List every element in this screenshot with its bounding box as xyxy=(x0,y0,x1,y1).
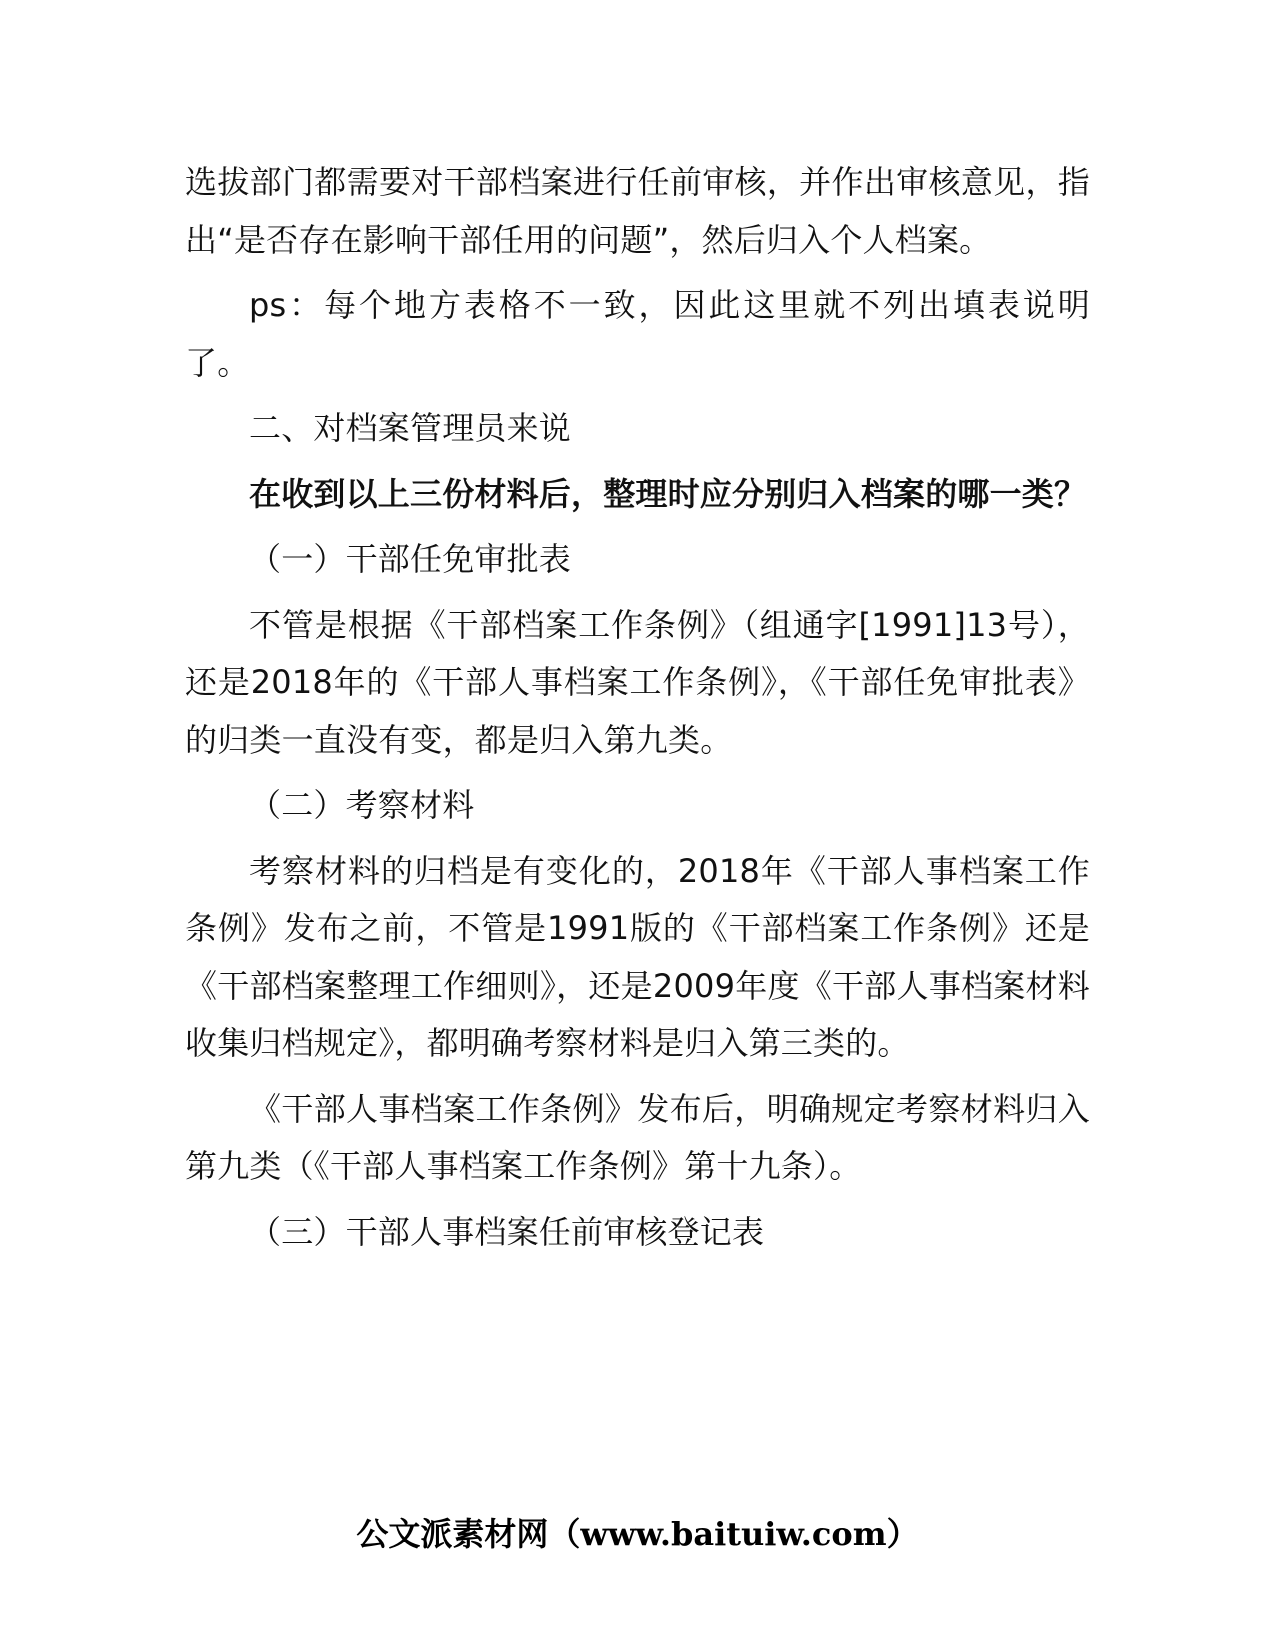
paragraph-inspection-current: 《干部人事档案工作条例》发布后，明确规定考察材料归入第九类（《干部人事档案工作条例》第十九条）。 xyxy=(185,1089,1090,1185)
section-heading-archivist: 二、对档案管理员来说 xyxy=(249,409,572,447)
footer-watermark: 公文派素材网（www.baituiw.com） xyxy=(356,1515,919,1553)
question-paragraph: 在收到以上三份材料后，整理时应分别归入档案的哪一类？ xyxy=(249,474,1087,513)
paragraph-ps-note: ps：每个地方表格不一致，因此这里就不列出填表说明了。 xyxy=(185,286,1090,382)
subheading-appointment-form: （一）干部任免审批表 xyxy=(249,540,572,578)
paragraph-inspection-history: 考察材料的归档是有变化的，2018年《干部人事档案工作条例》发布之前，不管是1991版的《干部档案工作条例》还是《干部档案整理工作细则》，还是2009年度《干部人事档案材料收集归档规定》，都明确考察材料是归入第三类的。 xyxy=(185,851,1090,1062)
document-body xyxy=(185,154,1090,1269)
subheading-inspection-materials: （二）考察材料 xyxy=(249,786,475,824)
subheading-pre-appointment-review: （三）干部人事档案任前审核登记表 xyxy=(249,1212,765,1251)
paragraph-appointment-form: 不管是根据《干部档案工作条例》（组通字[1991]13号），还是2018年的《干部人事档案工作条例》，《干部任免审批表》的归类一直没有变，都是归入第九类。 xyxy=(185,605,1090,759)
paragraph-continuation: 选拔部门都需要对干部档案进行任前审核，并作出审核意见，指出“是否存在影响干部任用的问题”，然后归入个人档案。 xyxy=(185,163,1090,259)
